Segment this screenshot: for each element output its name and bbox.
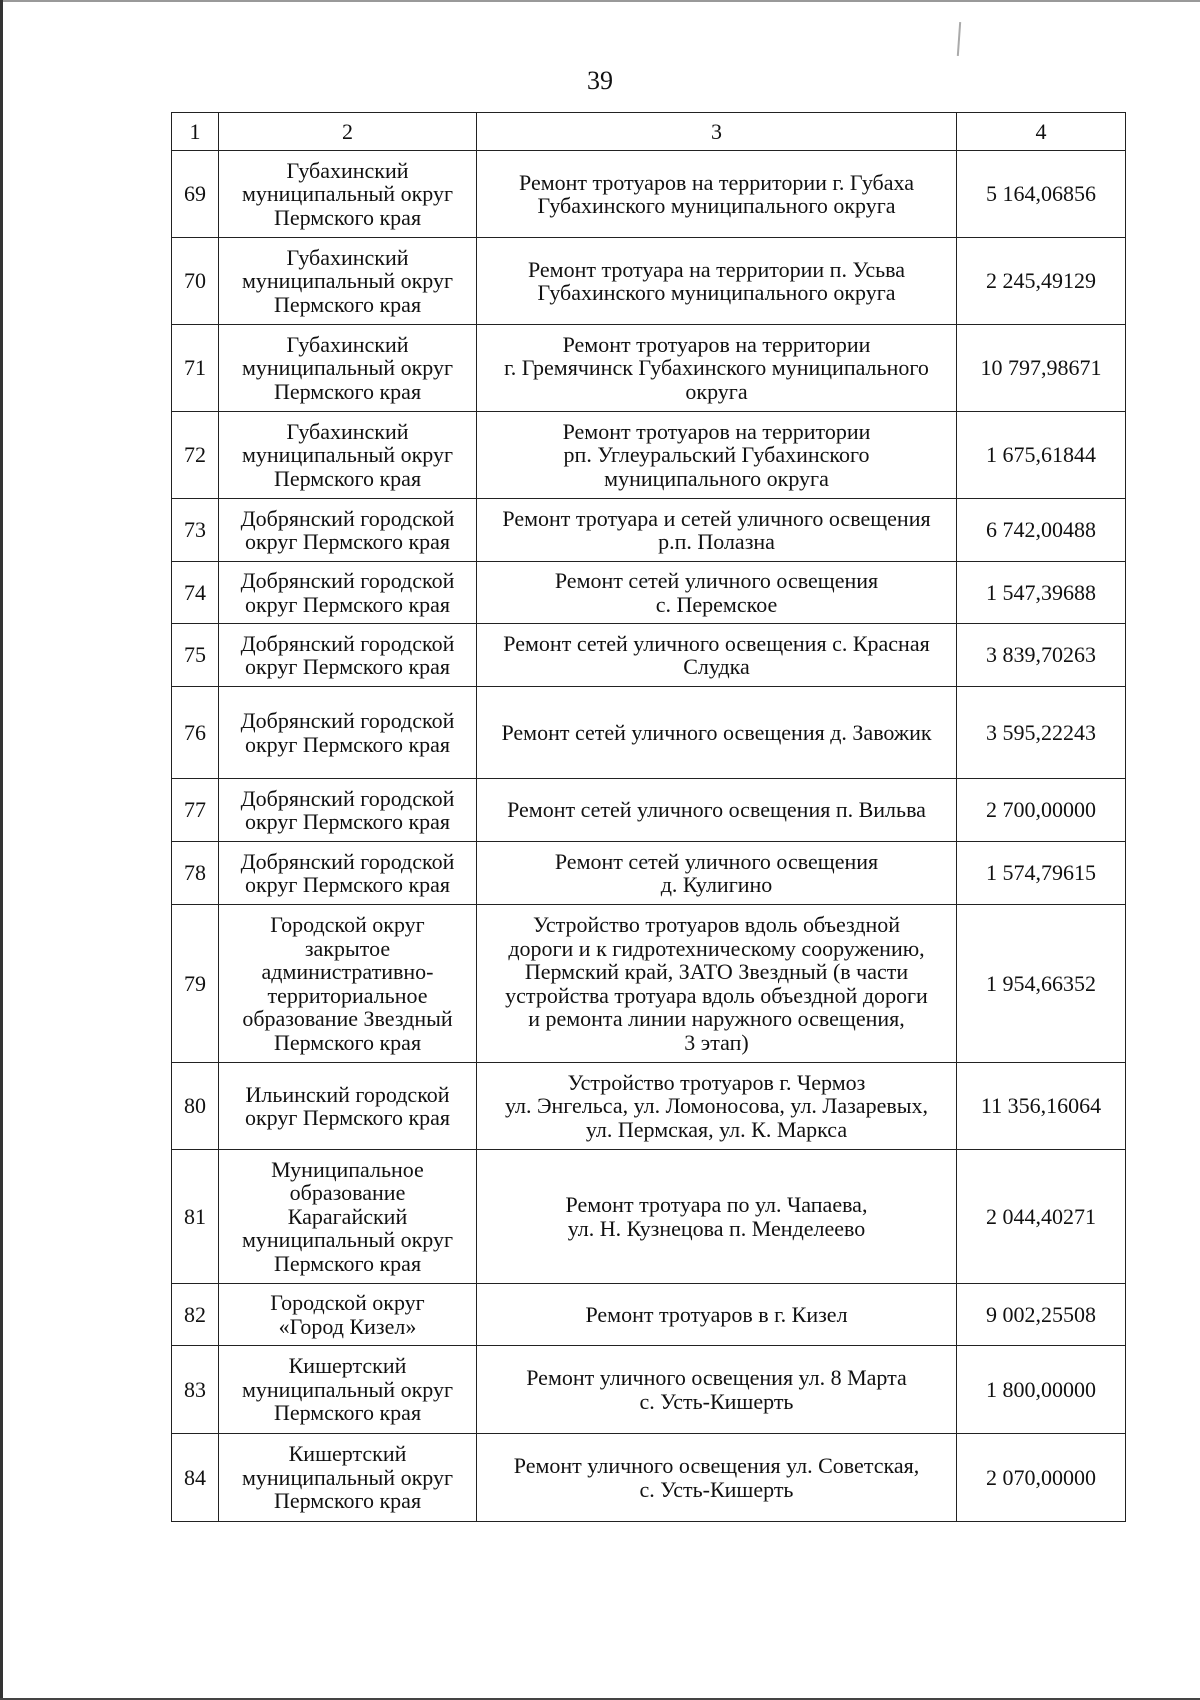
municipality-cell xyxy=(219,779,477,842)
work-description-line: Губахинского муниципального округа xyxy=(537,280,896,305)
work-description-line: устройства тротуара вдоль объездной дороги xyxy=(505,982,928,1008)
work-description-cell xyxy=(477,1284,957,1346)
work-description-line: Ремонт уличного освещения ул. Советская, xyxy=(513,1453,920,1478)
work-description-line: с. Перемское xyxy=(655,591,778,617)
municipality-line: образование xyxy=(289,1180,406,1206)
row-number: 84 xyxy=(172,1434,219,1522)
municipality-cell xyxy=(219,687,477,779)
municipality-cell xyxy=(219,325,477,412)
work-description-line: Ремонт уличного освещения ул. 8 Марта xyxy=(526,1365,907,1390)
municipality-cell xyxy=(219,151,477,238)
row-number: 82 xyxy=(172,1284,219,1346)
municipality-line: Пермского края xyxy=(273,1250,422,1276)
row-number: 83 xyxy=(172,1346,219,1434)
amount-cell: 6 742,00488 xyxy=(957,499,1126,562)
row-number: 75 xyxy=(172,624,219,687)
row-number: 76 xyxy=(172,687,219,779)
table-row xyxy=(172,238,1126,325)
municipality-cell xyxy=(219,624,477,687)
work-description-line: и ремонта линии наружного освещения, xyxy=(528,1006,905,1031)
row-number: 79 xyxy=(172,905,219,1063)
municipality-line: округ Пермского края xyxy=(244,591,451,617)
municipality-cell xyxy=(219,1346,477,1434)
table-row xyxy=(172,842,1126,905)
municipality-line: образование Звездный xyxy=(242,1006,453,1031)
work-description-cell xyxy=(477,1434,957,1522)
municipality-line: Добрянский городской xyxy=(240,630,455,656)
municipality-line: округ Пермского края xyxy=(244,529,451,554)
municipality-cell xyxy=(219,1063,477,1150)
municipality-line: территориальное xyxy=(267,982,428,1008)
table-row xyxy=(172,624,1126,687)
amount-cell: 1 547,39688 xyxy=(957,562,1126,624)
municipality-line: Пермского края xyxy=(273,291,422,317)
work-description-line: Ремонт тротуара и сетей уличного освещения xyxy=(502,505,931,531)
table-row xyxy=(172,779,1126,842)
municipality-line: Губахинский xyxy=(286,331,409,357)
municipality-cell xyxy=(219,905,477,1063)
work-description-line: дороги и к гидротехническому сооружению, xyxy=(508,935,925,961)
row-number: 73 xyxy=(172,499,219,562)
amount-cell: 1 675,61844 xyxy=(957,412,1126,499)
table-row xyxy=(172,1150,1126,1284)
header-cell: 1 xyxy=(172,113,219,151)
work-description-line: Пермский край, ЗАТО Звездный (в части xyxy=(524,959,909,984)
amount-cell: 2 070,00000 xyxy=(957,1434,1126,1522)
municipality-line: Пермского края xyxy=(273,204,422,230)
work-description-line: ул. Пермская, ул. К. Маркса xyxy=(585,1116,848,1142)
work-description-cell xyxy=(477,1150,957,1284)
municipality-cell xyxy=(219,1434,477,1522)
work-description-line: ул. Энгельса, ул. Ломоносова, ул. Лазаревых, xyxy=(504,1093,929,1119)
work-description-line: 3 этап) xyxy=(684,1029,749,1055)
table-row xyxy=(172,905,1126,1063)
amount-cell: 9 002,25508 xyxy=(957,1284,1126,1346)
municipality-line: Пермского края xyxy=(273,1488,422,1514)
table-row xyxy=(172,1346,1126,1434)
work-description-line: Ремонт тротуаров на территории xyxy=(562,418,871,444)
row-number: 71 xyxy=(172,325,219,412)
work-description-cell xyxy=(477,624,957,687)
amount-cell: 5 164,06856 xyxy=(957,151,1126,238)
municipality-line: муниципальный округ xyxy=(241,1464,453,1490)
municipality-cell xyxy=(219,1284,477,1346)
work-description-line: Ремонт тротуара на территории п. Усьва xyxy=(527,256,906,282)
municipality-cell xyxy=(219,238,477,325)
amount-cell: 1 574,79615 xyxy=(957,842,1126,905)
municipality-line: Ильинский городской xyxy=(245,1081,450,1107)
row-number: 77 xyxy=(172,779,219,842)
work-description-line: Ремонт тротуаров в г. Кизел xyxy=(585,1301,848,1327)
municipality-line: муниципальный округ xyxy=(241,1227,453,1253)
work-description-line: Устройство тротуаров вдоль объездной xyxy=(532,912,901,937)
municipality-line: Пермского края xyxy=(273,1029,422,1055)
row-number: 69 xyxy=(172,151,219,238)
municipality-line: Пермского края xyxy=(273,1400,422,1426)
municipality-cell xyxy=(219,1150,477,1284)
table-row xyxy=(172,412,1126,499)
municipality-line: Карагайский xyxy=(287,1203,408,1229)
work-description-line: с. Усть-Кишерть xyxy=(639,1388,794,1414)
row-number: 74 xyxy=(172,562,219,624)
work-description-line: округа xyxy=(685,378,748,404)
municipality-line: Муниципальное xyxy=(271,1156,424,1182)
amount-cell: 2 044,40271 xyxy=(957,1150,1126,1284)
municipality-line: Губахинский xyxy=(286,157,409,183)
work-description-line: Ремонт сетей уличного освещения xyxy=(554,848,879,874)
row-number: 72 xyxy=(172,412,219,499)
funding-table xyxy=(171,112,1126,1522)
amount-cell: 10 797,98671 xyxy=(957,325,1126,412)
amount-cell: 3 595,22243 xyxy=(957,687,1126,779)
work-description-line: Слудка xyxy=(683,654,750,679)
row-number: 78 xyxy=(172,842,219,905)
work-description-line: Ремонт сетей уличного освещения xyxy=(554,568,879,593)
municipality-line: Кишертский xyxy=(288,1441,407,1467)
municipality-line: Добрянский городской xyxy=(240,785,455,811)
work-description-cell xyxy=(477,1346,957,1434)
work-description-line: муниципального округа xyxy=(604,465,829,491)
table-row xyxy=(172,562,1126,624)
table-row xyxy=(172,499,1126,562)
table-row xyxy=(172,1434,1126,1522)
work-description-line: с. Усть-Кишерть xyxy=(639,1476,794,1502)
header-cell: 4 xyxy=(957,113,1126,151)
work-description-line: Губахинского муниципального округа xyxy=(537,193,896,218)
municipality-line: Добрянский городской xyxy=(240,708,455,733)
municipality-line: Пермского края xyxy=(273,465,422,491)
amount-cell: 2 245,49129 xyxy=(957,238,1126,325)
row-number: 70 xyxy=(172,238,219,325)
work-description-line: Ремонт сетей уличного освещения п. Вильва xyxy=(507,797,926,823)
work-description-cell xyxy=(477,412,957,499)
table-row xyxy=(172,687,1126,779)
municipality-line: административно- xyxy=(261,959,434,984)
amount-cell: 2 700,00000 xyxy=(957,779,1126,842)
work-description-cell xyxy=(477,1063,957,1150)
amount-cell: 3 839,70263 xyxy=(957,624,1126,687)
work-description-cell xyxy=(477,905,957,1063)
scan-left-edge xyxy=(0,0,3,1700)
work-description-line: г. Гремячинск Губахинского муниципального xyxy=(504,355,929,381)
header-cell: 2 xyxy=(219,113,477,151)
municipality-line: округ Пермского края xyxy=(244,1105,451,1130)
table-body xyxy=(172,113,1126,1522)
table-row xyxy=(172,151,1126,238)
header-row xyxy=(172,113,1126,151)
work-description-cell xyxy=(477,687,957,779)
work-description-cell xyxy=(477,238,957,325)
table-row xyxy=(172,325,1126,412)
work-description-cell xyxy=(477,842,957,905)
work-description-line: р.п. Полазна xyxy=(658,529,775,554)
municipality-line: Городской округ xyxy=(270,1290,425,1315)
municipality-cell xyxy=(219,842,477,905)
work-description-line: Ремонт сетей уличного освещения д. Завожик xyxy=(501,719,932,745)
header-cell: 3 xyxy=(477,113,957,151)
municipality-line: муниципальный округ xyxy=(241,442,453,468)
work-description-line: Устройство тротуаров г. Чермоз xyxy=(567,1069,866,1095)
municipality-cell xyxy=(219,499,477,562)
row-number: 81 xyxy=(172,1150,219,1284)
work-description-line: ул. Н. Кузнецова п. Менделеево xyxy=(567,1215,866,1241)
work-description-line: рп. Углеуральский Губахинского xyxy=(563,442,870,468)
work-description-line: Ремонт тротуара по ул. Чапаева, xyxy=(565,1192,868,1217)
municipality-line: муниципальный округ xyxy=(241,355,453,381)
municipality-line: муниципальный округ xyxy=(241,1376,453,1402)
municipality-line: «Город Кизел» xyxy=(278,1313,417,1339)
municipality-line: Кишертский xyxy=(288,1353,407,1379)
municipality-line: Добрянский городской xyxy=(240,568,455,593)
scan-top-edge xyxy=(0,0,1200,2)
work-description-cell xyxy=(477,779,957,842)
municipality-line: Добрянский городской xyxy=(240,505,455,531)
work-description-line: Ремонт сетей уличного освещения с. Красная xyxy=(503,630,930,656)
work-description-cell xyxy=(477,562,957,624)
municipality-line: округ Пермского края xyxy=(244,872,451,897)
municipality-line: Губахинский xyxy=(286,418,409,444)
amount-cell: 1 954,66352 xyxy=(957,905,1126,1063)
work-description-line: Ремонт тротуаров на территории г. Губаха xyxy=(519,169,914,195)
municipality-line: муниципальный округ xyxy=(241,181,453,207)
municipality-line: Городской округ xyxy=(270,912,425,937)
municipality-line: округ Пермского края xyxy=(244,731,451,757)
amount-cell: 11 356,16064 xyxy=(957,1063,1126,1150)
work-description-cell xyxy=(477,325,957,412)
page-number: 39 xyxy=(587,66,613,95)
municipality-line: муниципальный округ xyxy=(241,268,453,294)
row-number: 80 xyxy=(172,1063,219,1150)
municipality-line: округ Пермского края xyxy=(244,809,451,834)
work-description-cell xyxy=(477,151,957,238)
municipality-cell xyxy=(219,562,477,624)
municipality-line: Губахинский xyxy=(286,244,409,270)
municipality-line: закрытое xyxy=(304,935,391,961)
scan-mark xyxy=(957,22,961,56)
table-row xyxy=(172,1063,1126,1150)
municipality-line: Пермского края xyxy=(273,378,422,404)
table-row xyxy=(172,1284,1126,1346)
municipality-cell xyxy=(219,412,477,499)
municipality-line: Добрянский городской xyxy=(240,848,455,874)
municipality-line: округ Пермского края xyxy=(244,654,451,679)
work-description-line: д. Кулигино xyxy=(660,872,773,897)
amount-cell: 1 800,00000 xyxy=(957,1346,1126,1434)
work-description-cell xyxy=(477,499,957,562)
work-description-line: Ремонт тротуаров на территории xyxy=(562,331,871,357)
